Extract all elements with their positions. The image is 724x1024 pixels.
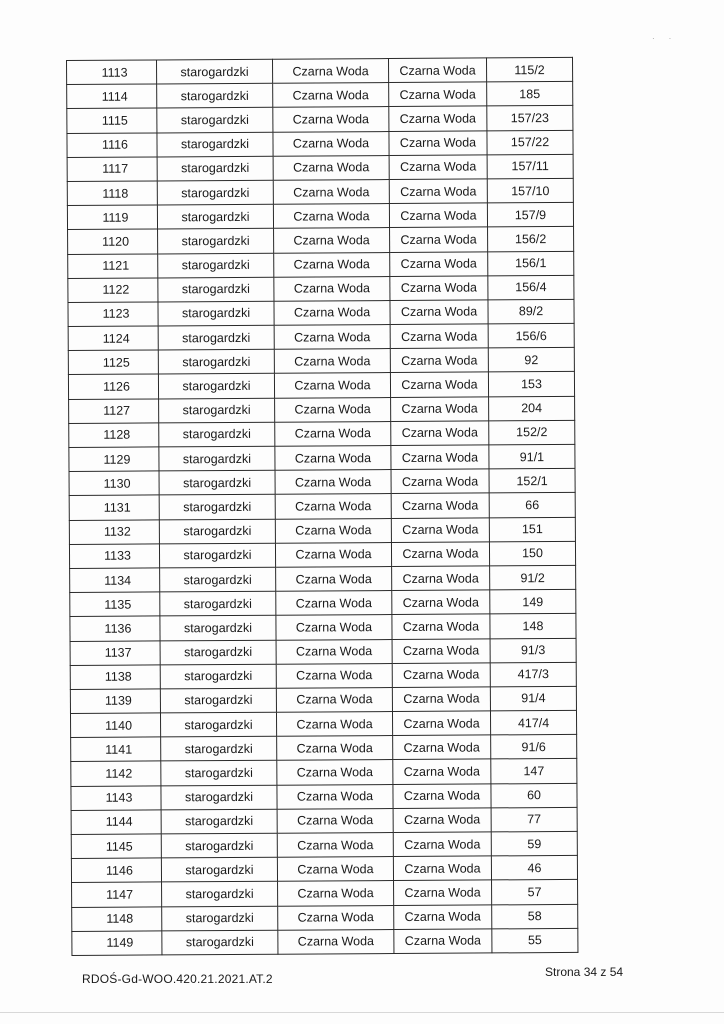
county-cell: starogardzki — [158, 253, 274, 278]
table-row — [71, 735, 577, 762]
county-cell: starogardzki — [160, 712, 276, 737]
table-row — [72, 880, 578, 907]
parcel-number-cell: 157/9 — [487, 203, 573, 228]
scan-speck-marks: ·· — [652, 34, 686, 43]
table-row — [72, 928, 578, 955]
parcel-number-cell: 149 — [490, 590, 576, 615]
precinct-cell: Czarna Woda — [394, 929, 492, 954]
precinct-cell: Czarna Woda — [389, 179, 487, 204]
commune-cell: Czarna Woda — [278, 881, 394, 906]
commune-cell: Czarna Woda — [275, 518, 391, 543]
commune-cell: Czarna Woda — [277, 784, 393, 809]
commune-cell: Czarna Woda — [276, 712, 392, 737]
county-cell: starogardzki — [159, 495, 275, 520]
row-number-cell: 1133 — [69, 544, 159, 569]
parcel-number-cell: 157/22 — [487, 130, 573, 155]
precinct-cell: Czarna Woda — [391, 517, 489, 542]
commune-cell: Czarna Woda — [276, 566, 392, 591]
parcel-number-cell: 89/2 — [488, 299, 574, 324]
county-cell: starogardzki — [162, 906, 278, 931]
table-row — [68, 323, 574, 350]
county-cell: starogardzki — [159, 446, 275, 471]
parcel-number-cell: 57 — [492, 880, 578, 905]
parcel-number-cell: 59 — [491, 831, 577, 856]
row-number-cell: 1114 — [67, 84, 157, 109]
county-cell: starogardzki — [161, 736, 277, 761]
parcel-number-cell: 417/3 — [490, 662, 576, 687]
precinct-cell: Czarna Woda — [391, 421, 489, 446]
commune-cell: Czarna Woda — [274, 252, 390, 277]
county-cell: starogardzki — [162, 930, 278, 955]
table-row — [67, 130, 573, 157]
commune-cell: Czarna Woda — [275, 397, 391, 422]
commune-cell: Czarna Woda — [272, 59, 388, 84]
county-cell: starogardzki — [158, 374, 274, 399]
row-number-cell: 1123 — [68, 302, 158, 327]
parcel-number-cell: 156/4 — [488, 275, 574, 300]
parcel-number-cell: 91/1 — [489, 444, 575, 469]
parcel-number-cell: 77 — [491, 807, 577, 832]
parcel-number-cell: 152/2 — [489, 420, 575, 445]
page-number: Strona 34 z 54 — [545, 965, 624, 979]
commune-cell: Czarna Woda — [277, 736, 393, 761]
table-row — [70, 565, 576, 592]
table-row — [69, 469, 575, 496]
precinct-cell: Czarna Woda — [393, 808, 491, 833]
commune-cell: Czarna Woda — [275, 470, 391, 495]
parcel-number-cell: 92 — [488, 348, 574, 373]
table-row — [72, 904, 578, 931]
commune-cell: Czarna Woda — [274, 300, 390, 325]
county-cell: starogardzki — [157, 108, 273, 133]
parcel-number-cell: 91/2 — [490, 565, 576, 590]
county-cell: starogardzki — [158, 277, 274, 302]
parcel-number-cell: 156/2 — [488, 227, 574, 252]
county-cell: starogardzki — [158, 301, 274, 326]
row-number-cell: 1134 — [70, 568, 160, 593]
commune-cell: Czarna Woda — [273, 107, 389, 132]
commune-cell: Czarna Woda — [278, 929, 394, 954]
commune-cell: Czarna Woda — [276, 591, 392, 616]
county-cell: starogardzki — [158, 349, 274, 374]
county-cell: starogardzki — [159, 543, 275, 568]
row-number-cell: 1138 — [70, 665, 160, 690]
precinct-cell: Czarna Woda — [392, 663, 490, 688]
row-number-cell: 1129 — [69, 447, 159, 472]
commune-cell: Czarna Woda — [273, 179, 389, 204]
commune-cell: Czarna Woda — [275, 542, 391, 567]
commune-cell: Czarna Woda — [274, 228, 390, 253]
row-number-cell: 1115 — [67, 108, 157, 133]
parcel-number-cell: 153 — [488, 372, 574, 397]
commune-cell: Czarna Woda — [278, 905, 394, 930]
document-reference: RDOŚ-Gd-WOO.420.21.2021.AT.2 — [82, 972, 273, 986]
precinct-cell: Czarna Woda — [393, 832, 491, 857]
table-row — [69, 444, 575, 471]
row-number-cell: 1125 — [68, 350, 158, 375]
county-cell: starogardzki — [157, 204, 273, 229]
parcel-number-cell: 152/1 — [489, 469, 575, 494]
parcel-number-cell: 91/6 — [491, 735, 577, 760]
parcel-number-cell: 147 — [491, 759, 577, 784]
county-cell: starogardzki — [159, 519, 275, 544]
commune-cell: Czarna Woda — [277, 857, 393, 882]
parcel-number-cell: 156/6 — [488, 323, 574, 348]
row-number-cell: 1140 — [70, 713, 160, 738]
precinct-cell: Czarna Woda — [390, 372, 488, 397]
parcel-number-cell: 66 — [489, 493, 575, 518]
commune-cell: Czarna Woda — [275, 446, 391, 471]
commune-cell: Czarna Woda — [274, 325, 390, 350]
parcel-table-wrapper — [66, 57, 577, 956]
parcel-number-cell: 91/4 — [490, 686, 576, 711]
row-number-cell: 1135 — [70, 592, 160, 617]
table-row — [69, 420, 575, 447]
precinct-cell: Czarna Woda — [388, 58, 486, 83]
row-number-cell: 1146 — [71, 858, 161, 883]
precinct-cell: Czarna Woda — [389, 82, 487, 107]
county-cell: starogardzki — [160, 664, 276, 689]
precinct-cell: Czarna Woda — [390, 300, 488, 325]
parcel-number-cell: 58 — [492, 904, 578, 929]
commune-cell: Czarna Woda — [275, 494, 391, 519]
row-number-cell: 1113 — [67, 60, 157, 85]
precinct-cell: Czarna Woda — [393, 856, 491, 881]
row-number-cell: 1122 — [68, 278, 158, 303]
county-cell: starogardzki — [159, 470, 275, 495]
commune-cell: Czarna Woda — [276, 639, 392, 664]
parcel-number-cell: 46 — [491, 856, 577, 881]
parcel-number-cell: 55 — [492, 928, 578, 953]
table-row — [68, 251, 574, 278]
county-cell: starogardzki — [161, 857, 277, 882]
table-row — [70, 710, 576, 737]
row-number-cell: 1149 — [72, 931, 162, 956]
precinct-cell: Czarna Woda — [392, 638, 490, 663]
county-cell: starogardzki — [158, 229, 274, 254]
table-row — [67, 106, 573, 133]
precinct-cell: Czarna Woda — [394, 904, 492, 929]
precinct-cell: Czarna Woda — [390, 324, 488, 349]
table-row — [69, 493, 575, 520]
row-number-cell: 1118 — [67, 181, 157, 206]
precinct-cell: Czarna Woda — [390, 276, 488, 301]
parcel-number-cell: 157/23 — [487, 106, 573, 131]
precinct-cell: Czarna Woda — [392, 566, 490, 591]
precinct-cell: Czarna Woda — [390, 227, 488, 252]
precinct-cell: Czarna Woda — [389, 106, 487, 131]
row-number-cell: 1130 — [69, 471, 159, 496]
county-cell: starogardzki — [160, 640, 276, 665]
commune-cell: Czarna Woda — [273, 131, 389, 156]
commune-cell: Czarna Woda — [274, 276, 390, 301]
table-row — [68, 275, 574, 302]
parcel-number-cell: 204 — [489, 396, 575, 421]
parcel-number-cell: 91/3 — [490, 638, 576, 663]
row-number-cell: 1139 — [70, 689, 160, 714]
table-row — [71, 856, 577, 883]
row-number-cell: 1142 — [71, 761, 161, 786]
commune-cell: Czarna Woda — [275, 421, 391, 446]
county-cell: starogardzki — [161, 761, 277, 786]
county-cell: starogardzki — [157, 59, 273, 84]
row-number-cell: 1147 — [72, 882, 162, 907]
row-number-cell: 1121 — [68, 253, 158, 278]
row-number-cell: 1148 — [72, 906, 162, 931]
county-cell: starogardzki — [160, 591, 276, 616]
row-number-cell: 1126 — [68, 374, 158, 399]
row-number-cell: 1124 — [68, 326, 158, 351]
commune-cell: Czarna Woda — [277, 808, 393, 833]
precinct-cell: Czarna Woda — [392, 590, 490, 615]
precinct-cell: Czarna Woda — [391, 469, 489, 494]
commune-cell: Czarna Woda — [276, 687, 392, 712]
row-number-cell: 1120 — [68, 229, 158, 254]
precinct-cell: Czarna Woda — [392, 614, 490, 639]
table-row — [71, 807, 577, 834]
parcel-number-cell: 148 — [490, 614, 576, 639]
precinct-cell: Czarna Woda — [389, 203, 487, 228]
parcel-number-cell: 60 — [491, 783, 577, 808]
precinct-cell: Czarna Woda — [394, 880, 492, 905]
row-number-cell: 1127 — [69, 399, 159, 424]
precinct-cell: Czarna Woda — [390, 251, 488, 276]
county-cell: starogardzki — [162, 882, 278, 907]
table-row — [67, 154, 573, 181]
county-cell: starogardzki — [161, 833, 277, 858]
table-row — [71, 759, 577, 786]
parcel-table — [66, 57, 578, 956]
row-number-cell: 1141 — [71, 737, 161, 762]
commune-cell: Czarna Woda — [274, 373, 390, 398]
table-row — [69, 541, 575, 568]
row-number-cell: 1136 — [70, 616, 160, 641]
precinct-cell: Czarna Woda — [393, 784, 491, 809]
table-row — [68, 299, 574, 326]
table-row — [69, 517, 575, 544]
table-row — [67, 82, 573, 109]
table-row — [68, 372, 574, 399]
county-cell: starogardzki — [157, 180, 273, 205]
parcel-number-cell: 150 — [489, 541, 575, 566]
precinct-cell: Czarna Woda — [391, 542, 489, 567]
parcel-number-cell: 157/10 — [487, 178, 573, 203]
table-row — [70, 686, 576, 713]
row-number-cell: 1117 — [67, 157, 157, 182]
commune-cell: Czarna Woda — [277, 760, 393, 785]
precinct-cell: Czarna Woda — [389, 155, 487, 180]
parcel-number-cell: 151 — [489, 517, 575, 542]
table-row — [69, 396, 575, 423]
county-cell: starogardzki — [157, 156, 273, 181]
precinct-cell: Czarna Woda — [392, 711, 490, 736]
row-number-cell: 1144 — [71, 810, 161, 835]
parcel-number-cell: 115/2 — [486, 57, 572, 82]
row-number-cell: 1128 — [69, 423, 159, 448]
county-cell: starogardzki — [159, 422, 275, 447]
parcel-table-body — [67, 57, 578, 955]
table-row — [67, 178, 573, 205]
table-row — [67, 57, 573, 84]
precinct-cell: Czarna Woda — [392, 687, 490, 712]
county-cell: starogardzki — [158, 325, 274, 350]
commune-cell: Czarna Woda — [273, 204, 389, 229]
row-number-cell: 1132 — [69, 520, 159, 545]
commune-cell: Czarna Woda — [273, 83, 389, 108]
table-row — [71, 783, 577, 810]
county-cell: starogardzki — [161, 809, 277, 834]
row-number-cell: 1131 — [69, 495, 159, 520]
county-cell: starogardzki — [157, 132, 273, 157]
table-row — [71, 831, 577, 858]
parcel-number-cell: 185 — [487, 82, 573, 107]
precinct-cell: Czarna Woda — [391, 493, 489, 518]
table-row — [68, 348, 574, 375]
commune-cell: Czarna Woda — [273, 155, 389, 180]
precinct-cell: Czarna Woda — [393, 735, 491, 760]
row-number-cell: 1145 — [71, 834, 161, 859]
parcel-number-cell: 157/11 — [487, 154, 573, 179]
scan-edge-line — [0, 1012, 724, 1013]
table-row — [70, 662, 576, 689]
commune-cell: Czarna Woda — [274, 349, 390, 374]
precinct-cell: Czarna Woda — [391, 445, 489, 470]
county-cell: starogardzki — [160, 616, 276, 641]
commune-cell: Czarna Woda — [276, 663, 392, 688]
row-number-cell: 1116 — [67, 133, 157, 158]
county-cell: starogardzki — [159, 398, 275, 423]
table-row — [67, 203, 573, 230]
county-cell: starogardzki — [160, 567, 276, 592]
precinct-cell: Czarna Woda — [389, 130, 487, 155]
precinct-cell: Czarna Woda — [390, 348, 488, 373]
commune-cell: Czarna Woda — [276, 615, 392, 640]
table-row — [70, 590, 576, 617]
county-cell: starogardzki — [157, 83, 273, 108]
precinct-cell: Czarna Woda — [391, 397, 489, 422]
row-number-cell: 1137 — [70, 640, 160, 665]
row-number-cell: 1143 — [71, 786, 161, 811]
table-row — [68, 227, 574, 254]
parcel-number-cell: 156/1 — [488, 251, 574, 276]
row-number-cell: 1119 — [67, 205, 157, 230]
table-row — [70, 638, 576, 665]
table-row — [70, 614, 576, 641]
commune-cell: Czarna Woda — [277, 833, 393, 858]
precinct-cell: Czarna Woda — [393, 759, 491, 784]
county-cell: starogardzki — [160, 688, 276, 713]
parcel-number-cell: 417/4 — [490, 710, 576, 735]
county-cell: starogardzki — [161, 785, 277, 810]
